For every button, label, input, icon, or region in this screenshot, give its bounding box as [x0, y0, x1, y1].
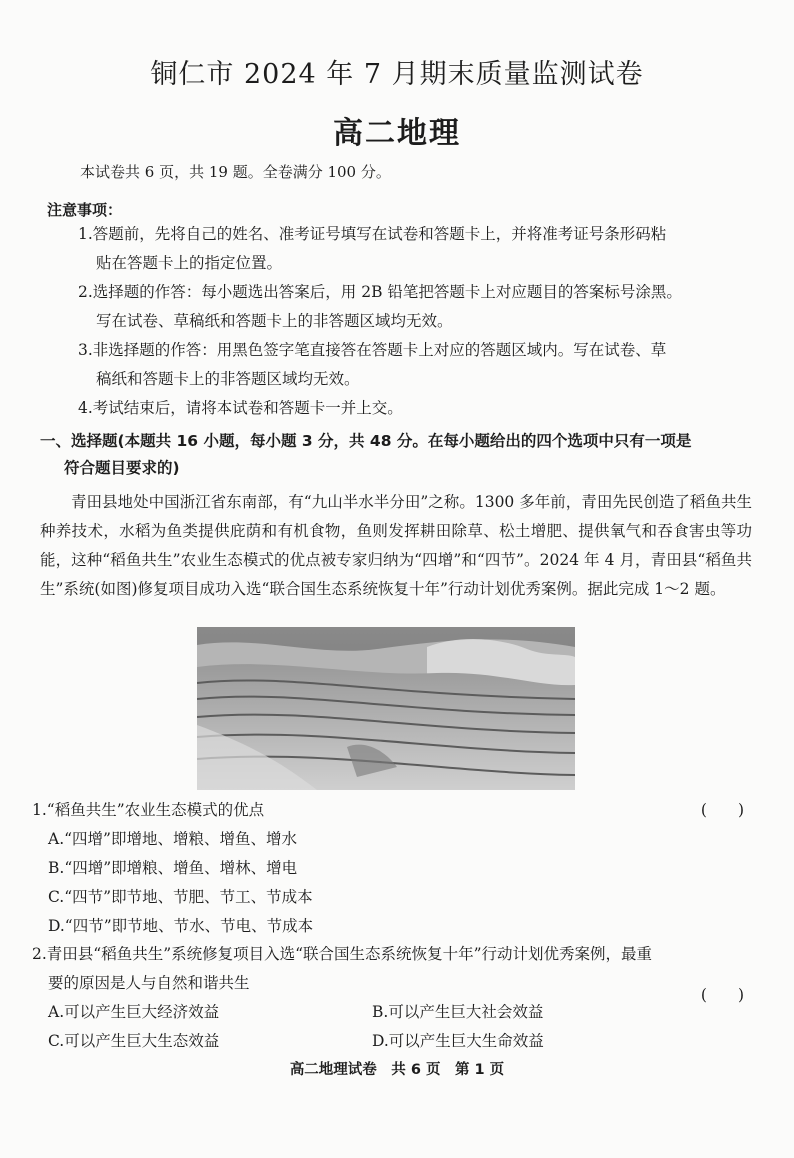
option-row [32, 1027, 752, 1056]
answer-blank: ( ) [700, 801, 744, 819]
notice-item [78, 220, 750, 278]
notice-item [78, 336, 750, 394]
option-row [32, 998, 752, 1027]
exam-title: 铜仁市 2024 年 7 月期末质量监测试卷 [150, 59, 644, 90]
reading-passage: 青田县地处中国浙江省东南部，有“九山半水半分田”之称。1300 多年前，青田先民创造了稻鱼共生种养技术，水稻为鱼类提供庇荫和有机食物，鱼则发挥耕田除草、松土增肥、提供氧气和吞食害虫等功能，这种“稻鱼共生”农业生态模式的优点被专家归纳为“四增”和“四节”。2024 年 4 月，青田县“稻鱼共生”系统(如图)修复项目成功入选“联合国生态系统恢复十年”行动计划优秀案例。据此完成 1～2 题。 [40, 493, 752, 598]
question-stem-text: 要的原因是人与自然和谐共生 [48, 974, 250, 992]
page-footer: 高二地理试卷 共 6 页 第 1 页 [289, 1062, 505, 1078]
rice-fish-terrace-photo [197, 627, 575, 790]
answer-blank: ( ) [700, 986, 744, 1004]
notice-line-continued: 写在试卷、草稿纸和答题卡上的非答题区域均无效。 [96, 312, 453, 330]
option-b: B.可以产生巨大社会效益 [372, 1003, 544, 1021]
option-d: D.“四节”即节地、节水、节电、节成本 [48, 917, 314, 935]
option-c: C.可以产生巨大生态效益 [48, 1032, 220, 1050]
option-a: A.可以产生巨大经济效益 [48, 1003, 220, 1021]
subject-title: 高二地理 [333, 116, 461, 151]
question-stem-continued [32, 969, 752, 1004]
question-1 [32, 796, 752, 941]
option-c: C.“四节”即节地、节肥、节工、节成本 [48, 888, 313, 906]
notice-line-continued: 稿纸和答题卡上的非答题区域均无效。 [96, 370, 360, 388]
notice-line: 4.考试结束后，请将本试卷和答题卡一并上交。 [78, 399, 403, 417]
option-d: D.可以产生巨大生命效益 [372, 1032, 544, 1050]
exam-intro: 本试卷共 6 页，共 19 题。全卷满分 100 分。 [80, 163, 391, 181]
notice-line: 2.选择题的作答：每小题选出答案后，用 2B 铅笔把答题卡上对应题目的答案标号涂黑。 [78, 283, 682, 301]
section-heading-line-continued: 符合题目要求的) [64, 459, 180, 477]
notice-heading: 注意事项： [47, 201, 123, 219]
notice-line: 1.答题前，先将自己的姓名、准考证号填写在试卷和答题卡上，并将准考证号条形码粘 [78, 225, 667, 243]
notice-line-continued: 贴在答题卡上的指定位置。 [96, 254, 283, 272]
notice-line: 3.非选择题的作答：用黑色签字笔直接答在答题卡上对应的答题区域内。写在试卷、草 [78, 341, 667, 359]
option-b: B.“四增”即增粮、增鱼、增林、增电 [48, 859, 298, 877]
section-heading-line: 一、选择题(本题共 16 小题，每小题 3 分，共 48 分。在每小题给出的四个选项中只有一项是 [40, 432, 692, 450]
question-stem [32, 796, 752, 825]
question-stem-text: 1.“稻鱼共生”农业生态模式的优点 [32, 801, 265, 819]
section-heading [40, 428, 752, 482]
question-2 [32, 940, 752, 1056]
question-stem: 2.青田县“稻鱼共生”系统修复项目入选“联合国生态系统恢复十年”行动计划优秀案例，最重 [32, 945, 652, 963]
notice-item [78, 278, 750, 336]
option-a: A.“四增”即增地、增粮、增鱼、增水 [48, 830, 297, 848]
notice-item [78, 394, 750, 423]
notice-list [78, 220, 750, 423]
